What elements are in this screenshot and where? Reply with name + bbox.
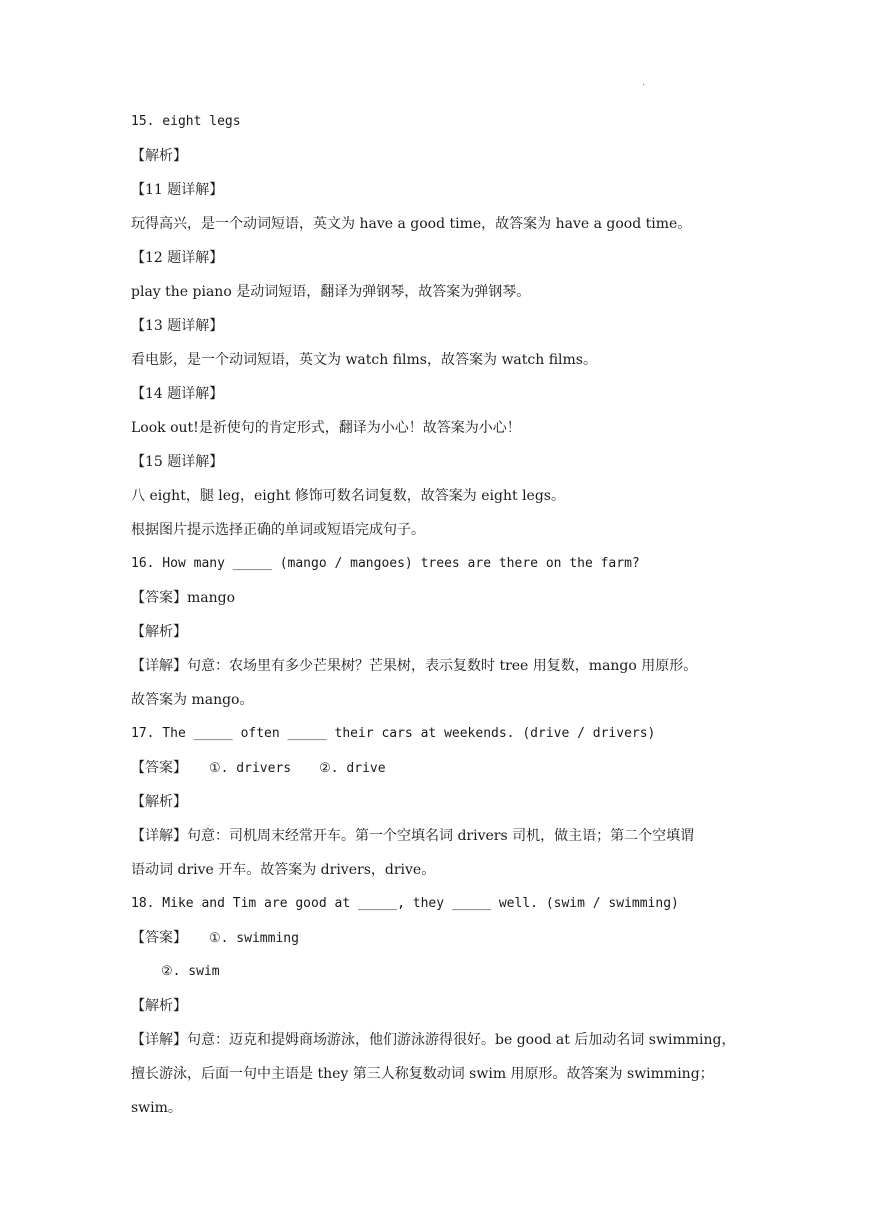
q14-detail-body: Look out!是祈使句的肯定形式，翻译为小心！故答案为小心！	[131, 420, 521, 436]
q17-detail-2: 语动词 drive 开车。故答案为 drivers，drive。	[131, 862, 436, 878]
q12-detail-title: 【12 题详解】	[131, 250, 224, 266]
question-17: 17. The _____ often _____ their cars at weekends. (drive / drivers)	[131, 726, 656, 741]
analysis-heading: 【解析】	[131, 148, 187, 164]
q17-answer-1: ①. drivers	[209, 761, 292, 776]
q16-conclusion: 故答案为 mango。	[131, 692, 254, 708]
q17-answer-row	[131, 754, 751, 788]
section-instruction: 根据图片提示选择正确的单词或短语完成句子。	[131, 522, 425, 538]
answer-label: 【答案】	[131, 590, 187, 606]
q13-detail-title: 【13 题详解】	[131, 318, 224, 334]
q15-detail-body: 八 eight，腿 leg，eight 修饰可数名词复数，故答案为 eight legs。	[131, 488, 565, 504]
answer-label: 【答案】	[131, 760, 187, 776]
detail-label: 【详解】	[131, 658, 187, 674]
q17-detail-1: 句意：司机周末经常开车。第一个空填名词 drivers 司机，做主语；第二个空填谓	[187, 828, 695, 844]
q17-detail-row	[131, 822, 751, 856]
detail-label: 【详解】	[131, 1032, 187, 1048]
q15-answer: 15. eight legs	[131, 114, 241, 129]
header-mark: ·	[642, 80, 646, 91]
q18-answer-2: ②. swim	[161, 964, 220, 979]
q15-detail-title: 【15 题详解】	[131, 454, 224, 470]
q14-detail-title: 【14 题详解】	[131, 386, 224, 402]
q18-answer-row	[131, 924, 751, 958]
q18-detail-2: 擅长游泳，后面一句中主语是 they 第三人称复数动词 swim 用原形。故答案为 swimming；	[131, 1066, 714, 1082]
q16-answer: mango	[187, 590, 236, 606]
q12-detail-body: play the piano 是动词短语，翻译为弹钢琴，故答案为弹钢琴。	[131, 284, 531, 300]
q18-answer-1: ①. swimming	[209, 931, 299, 946]
q11-detail-title: 【11 题详解】	[131, 182, 224, 198]
q11-detail-body: 玩得高兴，是一个动词短语，英文为 have a good time，故答案为 have a good time。	[131, 216, 692, 232]
analysis-heading: 【解析】	[131, 998, 187, 1014]
q16-detail-row	[131, 652, 751, 686]
detail-label: 【详解】	[131, 828, 187, 844]
answer-content	[131, 108, 751, 1128]
q18-detail-3: swim。	[131, 1100, 182, 1116]
q18-detail-row	[131, 1026, 751, 1060]
analysis-heading: 【解析】	[131, 794, 187, 810]
q17-answer-2: ②. drive	[319, 761, 386, 776]
q18-detail-1: 句意：迈克和提姆商场游泳，他们游泳游得很好。be good at 后加动名词 swimming，	[187, 1032, 736, 1048]
q16-answer-row	[131, 584, 751, 618]
question-16: 16. How many _____ (mango / mangoes) trees are there on the farm?	[131, 556, 640, 571]
q13-detail-body: 看电影，是一个动词短语，英文为 watch films，故答案为 watch films。	[131, 352, 597, 368]
analysis-heading: 【解析】	[131, 624, 187, 640]
q16-detail: 句意：农场里有多少芒果树？芒果树，表示复数时 tree 用复数，mango 用原形。	[187, 658, 698, 674]
question-18: 18. Mike and Tim are good at _____, they _____ well. (swim / swimming)	[131, 896, 679, 911]
answer-label: 【答案】	[131, 930, 187, 946]
